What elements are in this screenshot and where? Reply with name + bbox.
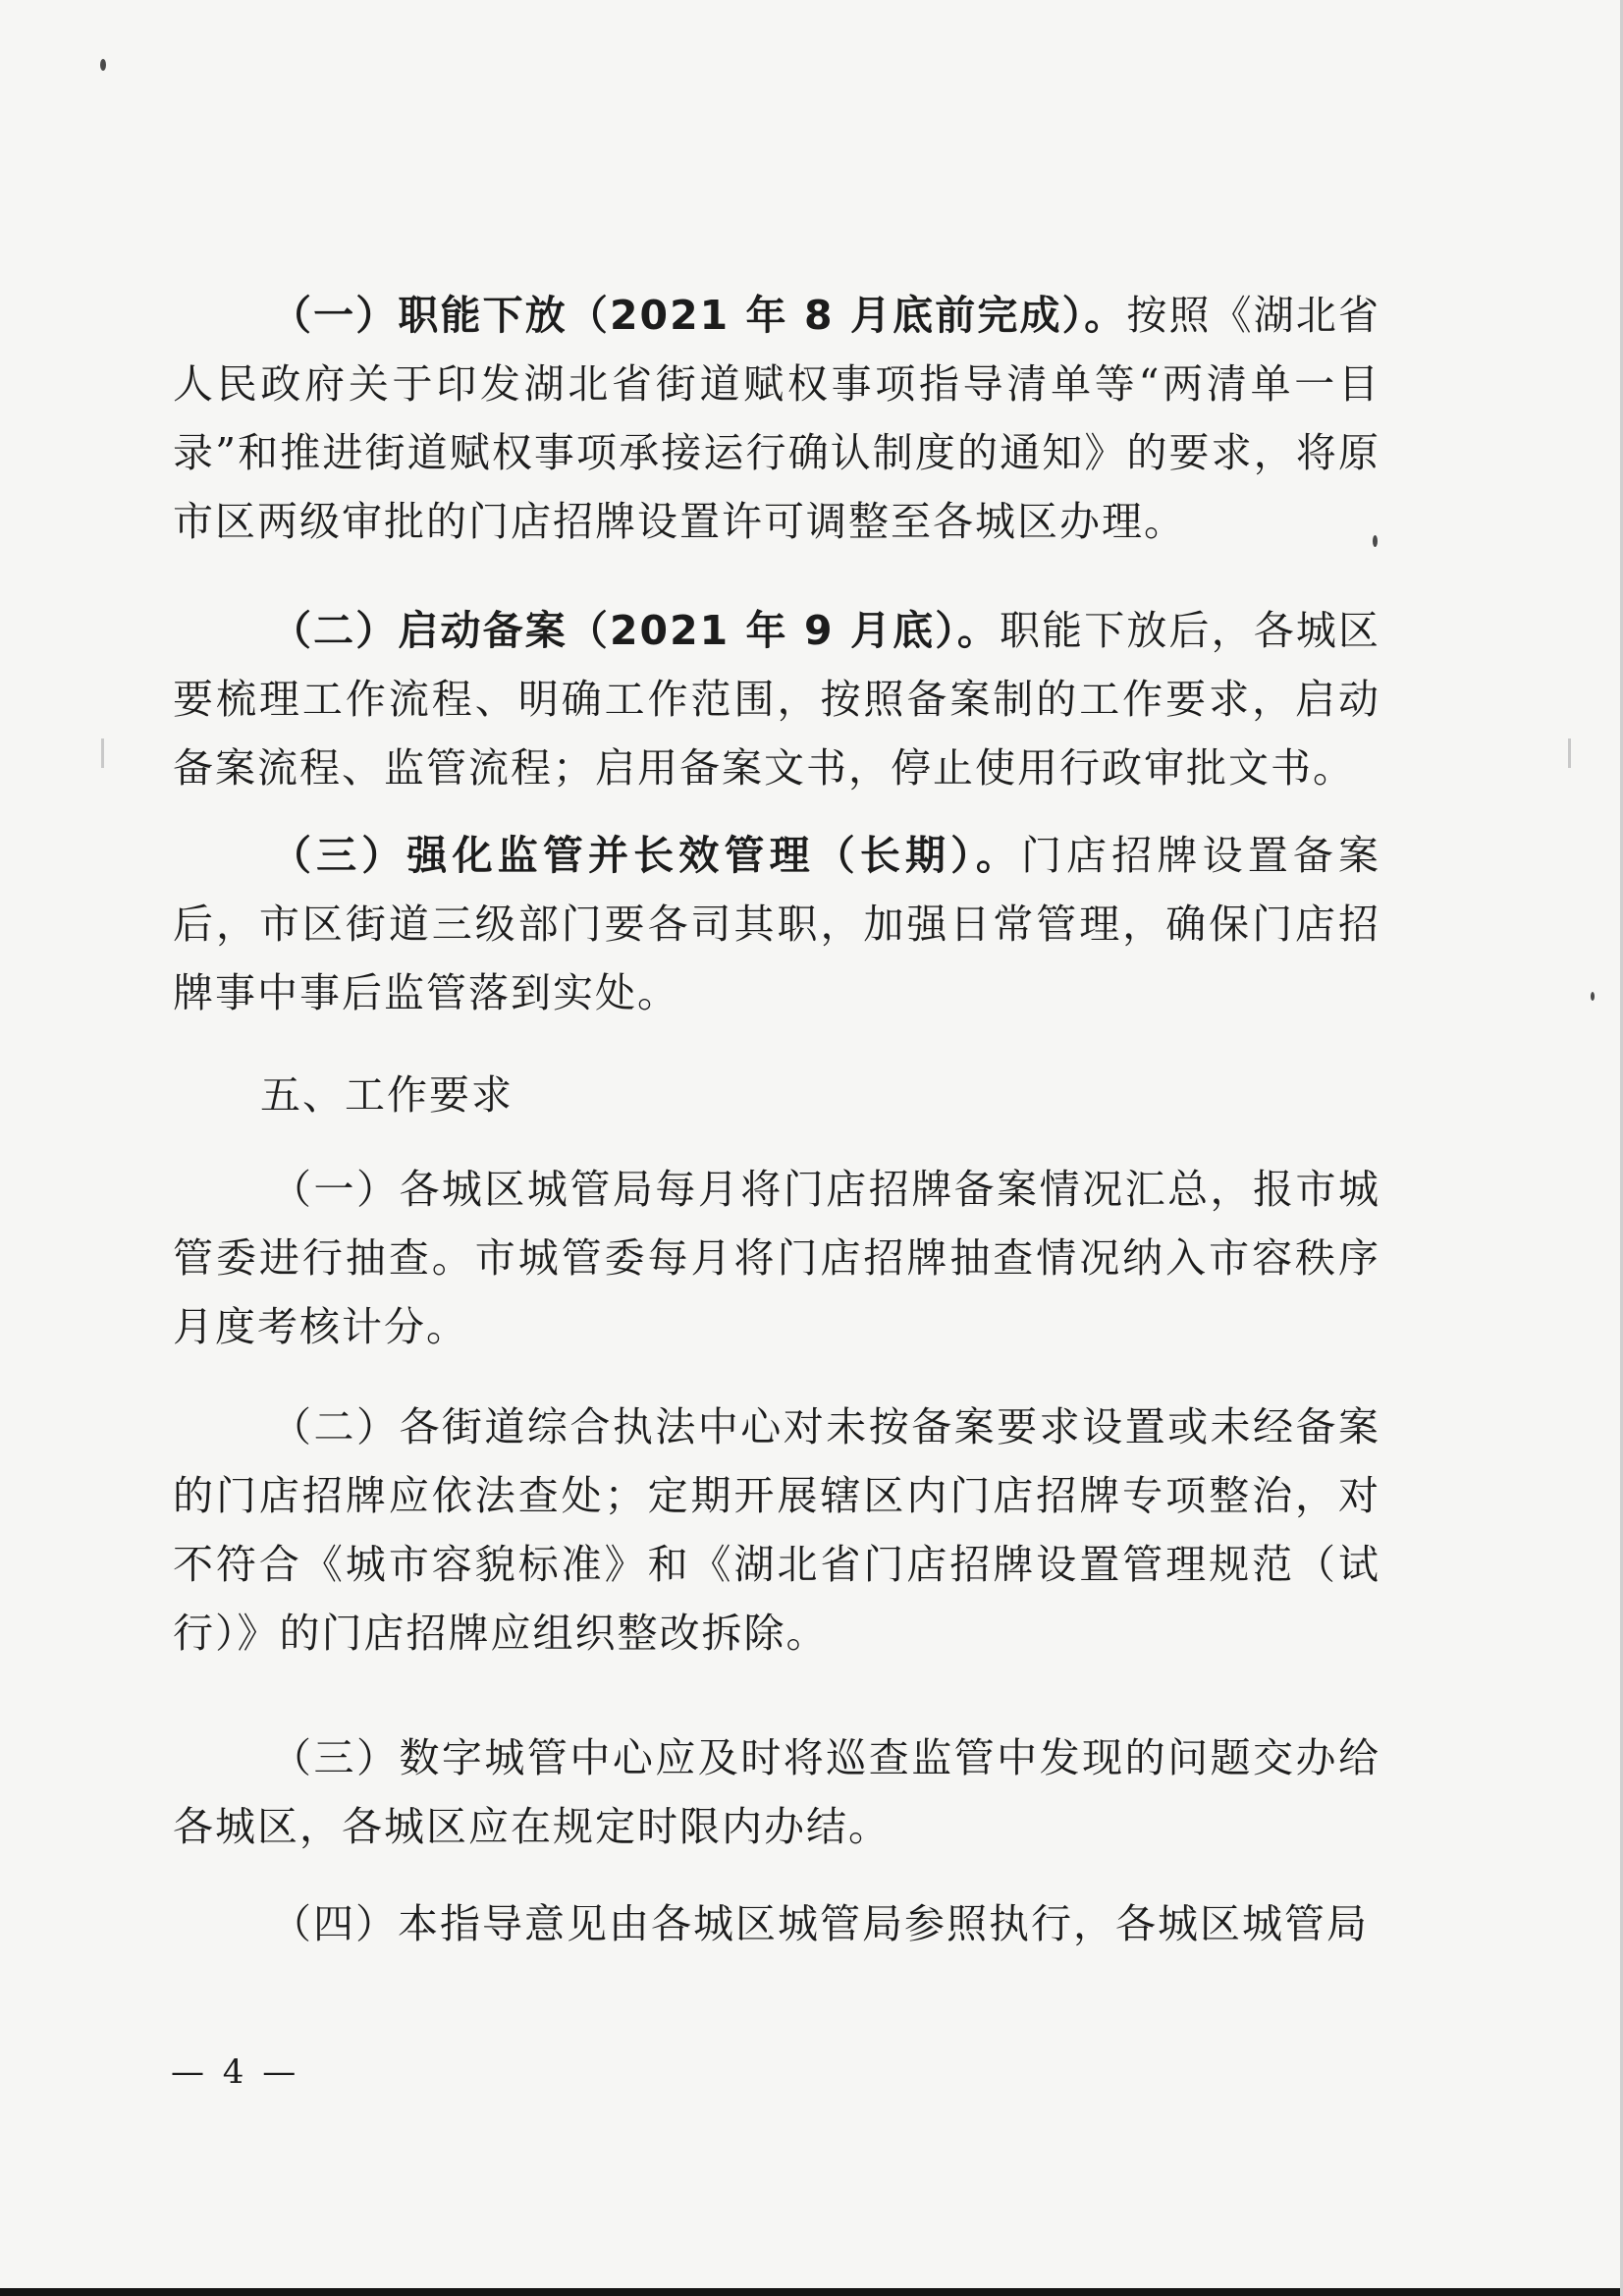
paragraph-2-lead: （二）启动备案（2021 年 9 月底）。 [271,607,1000,654]
page-number: — 4 — [171,2052,300,2092]
scan-speck [1591,992,1595,1001]
requirement-1: （一）各城区城管局每月将门店招牌备案情况汇总，报市城管委进行抽查。市城管委每月将门店招牌抽查情况纳入市容秩序月度考核计分。 [173,1166,1380,1350]
section-heading: 五、工作要求 [260,1071,514,1119]
paragraph-2 [173,596,1380,802]
paragraph-1-lead: （一）职能下放（2021 年 8 月底前完成）。 [271,292,1127,339]
paragraph-1-body: 按照《湖北省人民政府关于印发湖北省街道赋权事项指导清单等“两清单一目录”和推进街道赋权事项承接运行确认制度的通知》的要求，将原市区两级审批的门店招牌设置许可调整至各城区办理。 [173,292,1380,545]
requirement-2: （二）各街道综合执法中心对未按备案要求设置或未经备案的门店招牌应依法查处；定期开展辖区内门店招牌专项整治，对不符合《城市容貌标准》和《湖北省门店招牌设置管理规范（试行）》的门店招牌应组织整改拆除。 [173,1403,1380,1657]
paragraph-3 [173,821,1380,1027]
paragraph-1 [173,281,1380,556]
paragraph-3-body: 门店招牌设置备案后，市区街道三级部门要各司其职，加强日常管理，确保门店招牌事中事后监管落到实处。 [173,832,1381,1016]
requirement-4: （四）本指导意见由各城区城管局参照执行，各城区城管局 [271,1900,1369,1947]
scan-mark [1568,738,1571,768]
paragraph-2-body: 职能下放后，各城区要梳理工作流程、明确工作范围，按照备案制的工作要求，启动备案流程、监管流程；启用备案文书，停止使用行政审批文书。 [173,607,1380,792]
scan-mark [101,738,104,768]
requirement-3: （三）数字城管中心应及时将巡查监管中发现的问题交办给各城区，各城区应在规定时限内办结。 [173,1734,1380,1850]
scan-speck [100,59,106,71]
scan-bottom-edge [0,2288,1623,2296]
paragraph-3-lead: （三）强化监管并长效管理（长期）。 [271,832,1021,879]
